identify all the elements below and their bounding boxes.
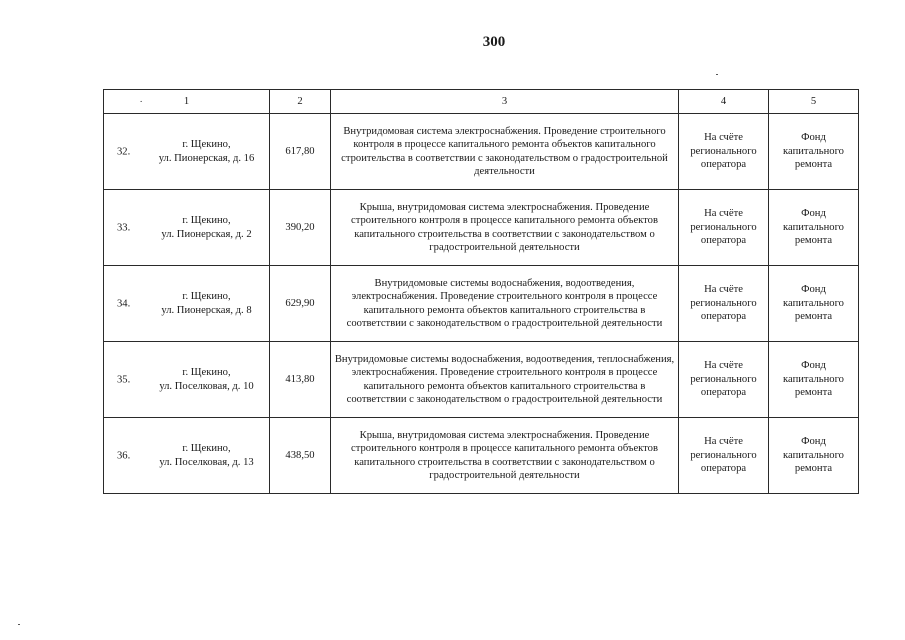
fund-cell: Фонд капитального ремонта	[769, 418, 859, 494]
table-row	[104, 266, 859, 342]
address-street: ул. Поселковая, д. 13	[159, 456, 254, 468]
work-description-cell: Внутридомовая система электроснабжения. Проведение строительного контроля в процессе капитального ремонта объектов капитального строительства в соответствии с законодательством о градостроительной деятельности	[331, 114, 679, 190]
fund-cell: Фонд капитального ремонта	[769, 190, 859, 266]
work-description-cell: Крыша, внутридомовая система электроснабжения. Проведение строительного контроля в процессе капитального ремонта объектов капитального строительства в соответствии с законодательством о градостроительной деятельности	[331, 418, 679, 494]
row-number: 32.	[117, 145, 131, 157]
work-description-cell: Внутридомовые системы водоснабжения, водоотведения, электроснабжения. Проведение строительного контроля в процессе капитального ремонта объектов капитального строительства в соответствии с законодательством о градостроительной деятельности	[331, 266, 679, 342]
scan-speck	[18, 624, 20, 625]
column-header-5: 5	[769, 90, 859, 114]
fund-cell: Фонд капитального ремонта	[769, 114, 859, 190]
account-cell: На счёте регионального оператора	[679, 114, 769, 190]
table-row	[104, 342, 859, 418]
column-header-1	[104, 90, 270, 114]
address-city: г. Щекино,	[182, 443, 231, 454]
scan-speck	[716, 74, 718, 75]
area-cell: 413,80	[270, 342, 331, 418]
row-number: 36.	[117, 449, 131, 461]
scan-dot: .	[140, 94, 143, 104]
column-header-2: 2	[270, 90, 331, 114]
address-city: г. Щекино,	[182, 291, 231, 302]
table-row	[104, 190, 859, 266]
fund-cell: Фонд капитального ремонта	[769, 266, 859, 342]
address-cell	[104, 342, 270, 418]
column-header-3: 3	[331, 90, 679, 114]
address-street: ул. Пионерская, д. 2	[161, 228, 252, 240]
area-cell: 629,90	[270, 266, 331, 342]
account-cell: На счёте регионального оператора	[679, 190, 769, 266]
area-cell: 390,20	[270, 190, 331, 266]
column-header-1-label: 1	[183, 95, 190, 107]
table-header-row	[104, 90, 859, 114]
account-cell: На счёте регионального оператора	[679, 266, 769, 342]
address-city: г. Щекино,	[182, 139, 231, 150]
row-number: 34.	[117, 297, 131, 309]
row-number: 35.	[117, 373, 131, 385]
work-description-cell: Крыша, внутридомовая система электроснабжения. Проведение строительного контроля в процессе капитального ремонта объектов капитального строительства в соответствии с законодательством о градостроительной деятельности	[331, 190, 679, 266]
area-cell: 438,50	[270, 418, 331, 494]
address-cell	[104, 266, 270, 342]
address-cell	[104, 418, 270, 494]
row-number: 33.	[117, 221, 131, 233]
address-cell	[104, 190, 270, 266]
column-header-4: 4	[679, 90, 769, 114]
account-cell: На счёте регионального оператора	[679, 418, 769, 494]
address-city: г. Щекино,	[182, 367, 231, 378]
account-cell: На счёте регионального оператора	[679, 342, 769, 418]
work-description-cell: Внутридомовые системы водоснабжения, водоотведения, теплоснабжения, электроснабжения. Проведение строительного контроля в процессе капитального ремонта объектов капитального строительства в соответствии с законодательством о градостроительной деятельности	[331, 342, 679, 418]
repair-works-table	[103, 89, 859, 494]
address-city: г. Щекино,	[182, 215, 231, 226]
address-street: ул. Поселковая, д. 10	[159, 380, 254, 392]
table-row	[104, 114, 859, 190]
table-row	[104, 418, 859, 494]
area-cell: 617,80	[270, 114, 331, 190]
address-cell	[104, 114, 270, 190]
page-number: 300	[482, 34, 506, 50]
address-street: ул. Пионерская, д. 16	[158, 152, 255, 164]
fund-cell: Фонд капитального ремонта	[769, 342, 859, 418]
address-street: ул. Пионерская, д. 8	[161, 304, 252, 316]
